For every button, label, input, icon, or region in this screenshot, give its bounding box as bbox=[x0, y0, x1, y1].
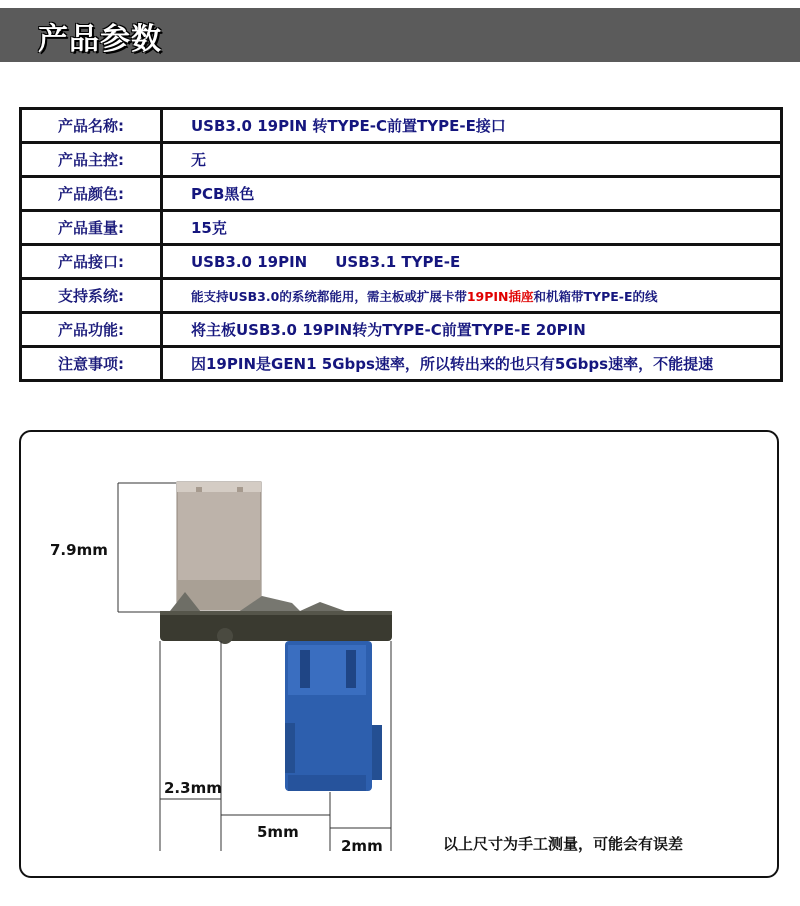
spec-label: 产品主控: bbox=[21, 143, 162, 177]
spec-value: 无 bbox=[162, 143, 782, 177]
dimension-middle-label: 5mm bbox=[257, 823, 299, 841]
dimension-left-label: 2.3mm bbox=[164, 779, 222, 797]
dimension-height-label: 7.9mm bbox=[50, 541, 108, 559]
support-text-post: 和机箱带TYPE-E的线 bbox=[533, 288, 658, 304]
support-text-pre: 能支持USB3.0的系统都能用，需主板或扩展卡带 bbox=[191, 288, 467, 304]
spec-label: 产品接口: bbox=[21, 245, 162, 279]
spec-value: 15克 bbox=[162, 211, 782, 245]
spec-label: 注意事项: bbox=[21, 347, 162, 381]
spec-value: PCB黑色 bbox=[162, 177, 782, 211]
page-title: 产品参数 bbox=[38, 22, 162, 57]
dimension-right-label: 2mm bbox=[341, 837, 383, 855]
spec-label: 产品颜色: bbox=[21, 177, 162, 211]
interface-a: USB3.0 19PIN bbox=[191, 252, 308, 271]
measurement-note: 以上尺寸为手工测量，可能会有误差 bbox=[443, 835, 684, 853]
spec-label: 产品重量: bbox=[21, 211, 162, 245]
pcb-board-shape bbox=[160, 611, 392, 641]
spec-value: 将主板USB3.0 19PIN转为TYPE-C前置TYPE-E 20PIN bbox=[162, 313, 782, 347]
spec-label: 支持系统: bbox=[21, 279, 162, 313]
interface-b: USB3.1 TYPE-E bbox=[335, 252, 461, 271]
spec-value: USB3.0 19PIN 转TYPE-C前置TYPE-E接口 bbox=[162, 109, 782, 143]
support-text-highlight: 19PIN插座 bbox=[466, 288, 534, 304]
spec-label: 产品名称: bbox=[21, 109, 162, 143]
spec-value: 因19PIN是GEN1 5Gbps速率，所以转出来的也只有5Gbps速率，不能提速 bbox=[162, 347, 782, 381]
spec-label: 产品功能: bbox=[21, 313, 162, 347]
